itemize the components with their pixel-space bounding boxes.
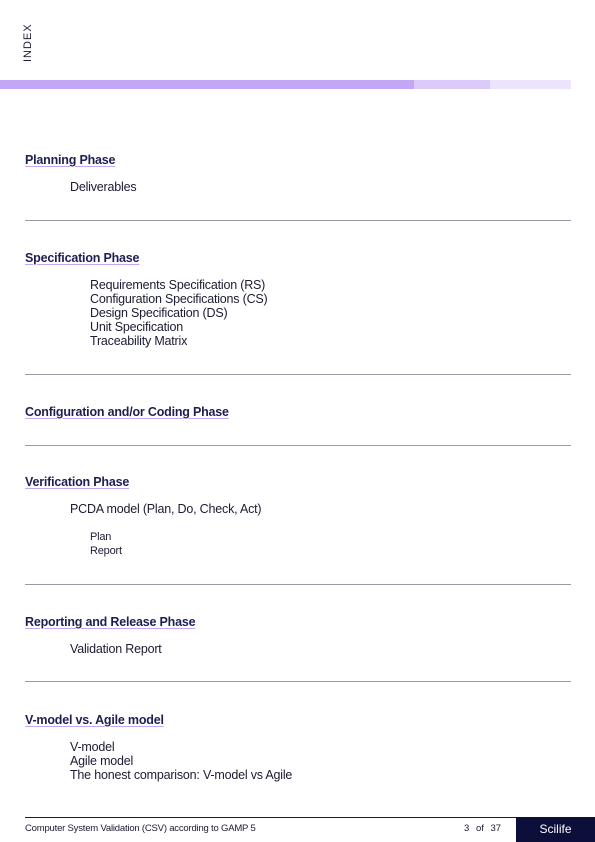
toc-entry-pcda-model[interactable]: PCDA model (Plan, Do, Check, Act) [70, 502, 262, 516]
footer-document-title: Computer System Validation (CSV) according to GAMP 5 [25, 823, 256, 834]
toc-entry-configuration-spec[interactable]: Configuration Specifications (CS) [90, 292, 268, 306]
toc-section-configuration [25, 405, 571, 419]
page-of: of [475, 823, 484, 834]
toc-entry-plan[interactable]: Plan [90, 531, 112, 543]
toc-entry-design-spec[interactable]: Design Specification (DS) [90, 306, 228, 320]
toc-section-specification [25, 251, 571, 348]
page-total: 37 [490, 823, 502, 834]
toc-heading-vmodel-agile[interactable]: V-model vs. Agile model [25, 713, 164, 727]
toc-entry-unit-spec[interactable]: Unit Specification [90, 320, 183, 334]
toc-entry-traceability-matrix[interactable]: Traceability Matrix [90, 334, 188, 348]
toc-entry-vmodel[interactable]: V-model [70, 740, 115, 754]
header-accent-bar [0, 80, 571, 89]
toc-entry-report[interactable]: Report [90, 545, 122, 557]
section-divider [25, 681, 571, 682]
toc-heading-configuration[interactable]: Configuration and/or Coding Phase [25, 405, 229, 419]
footer-divider [25, 817, 516, 818]
section-divider [25, 374, 571, 375]
section-divider [25, 584, 571, 585]
brand-logo: Scilife [516, 817, 595, 842]
toc-entry-requirements-spec[interactable]: Requirements Specification (RS) [90, 278, 266, 292]
toc-heading-verification[interactable]: Verification Phase [25, 475, 130, 489]
toc-heading-specification[interactable]: Specification Phase [25, 251, 140, 265]
toc-section-vmodel-agile [25, 713, 571, 782]
toc-heading-reporting[interactable]: Reporting and Release Phase [25, 615, 196, 629]
toc-section-reporting [25, 615, 571, 656]
toc-entry-validation-report[interactable]: Validation Report [70, 642, 162, 656]
toc-section-verification [25, 475, 571, 558]
index-side-label: INDEX [22, 23, 34, 62]
section-divider [25, 220, 571, 221]
toc-heading-planning[interactable]: Planning Phase [25, 153, 116, 167]
toc-entry-agile-model[interactable]: Agile model [70, 754, 134, 768]
page-current: 3 [464, 823, 470, 834]
page-number [464, 823, 505, 834]
section-divider [25, 445, 571, 446]
toc-entry-deliverables[interactable]: Deliverables [70, 180, 137, 194]
toc-entry-honest-comparison[interactable]: The honest comparison: V-model vs Agile [70, 768, 293, 782]
toc-section-planning [25, 153, 571, 194]
